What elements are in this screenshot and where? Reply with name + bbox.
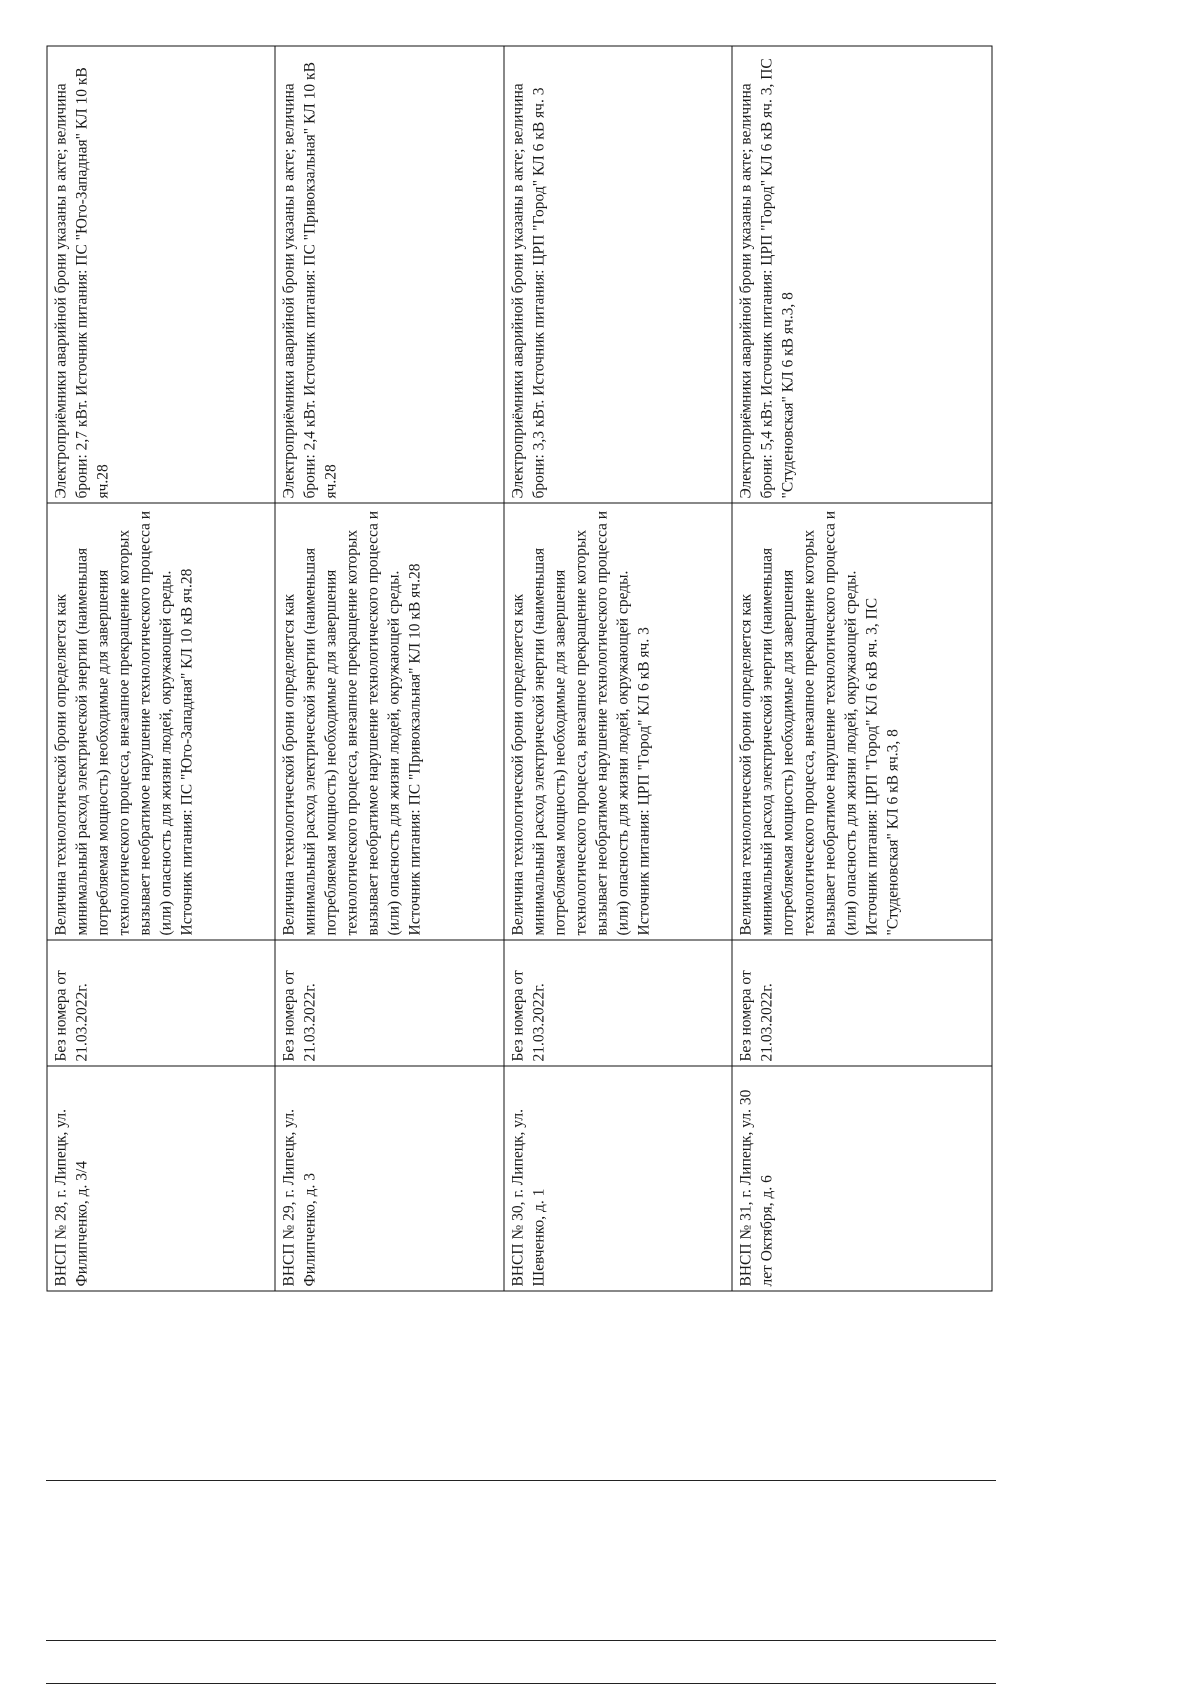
emergency-reserve-cell: Электроприёмники аварийной брони указаны в акте; величина брони: 5,4 кВт. Источник питания: ЦРП "Город" КЛ 6 кВ яч. 3, ПС "Студеновская" КЛ 6 кВ яч.3, 8 [732, 46, 992, 503]
signature-line [46, 1683, 996, 1684]
tech-reserve-cell: Величина технологической брони определяется как минимальный расход электрической энергии (наименьшая потребляемая мощность) необходимые для завершения технологического процесса, внезапное прекращение которых вызывает необратимое нарушение технологического процесса и (или) опасность для жизни людей, окружающей среды. Источник питания: ПС "Привокзальная" КЛ 10 кВ яч.28 [275, 503, 503, 940]
act-cell: Без номера от 21.03.2022г. [503, 940, 731, 1066]
rotated-table-container [46, 46, 992, 1291]
emergency-reserve-cell: Электроприёмники аварийной брони указаны в акте; величина брони: 3,3 кВт. Источник питания: ЦРП "Город" КЛ 6 кВ яч. 3 [503, 46, 731, 503]
signature-line [46, 1480, 996, 1481]
address-cell: ВНСП № 28, г. Липецк, ул. Филипченко, д. 3/4 [47, 1066, 275, 1291]
emergency-reserve-cell: Электроприёмники аварийной брони указаны в акте; величина брони: 2,7 кВт. Источник питания: ПС "Юго-Западная" КЛ 10 кВ яч.28 [47, 46, 275, 503]
table-row [47, 46, 275, 1291]
tech-reserve-cell: Величина технологической брони определяется как минимальный расход электрической энергии (наименьшая потребляемая мощность) необходимые для завершения технологического процесса, внезапное прекращение которых вызывает необратимое нарушение технологического процесса и (или) опасность для жизни людей, окружающей среды. Источник питания: ПС "Юго-Западная" КЛ 10 кВ яч.28 [47, 503, 275, 940]
tech-reserve-cell: Величина технологической брони определяется как минимальный расход электрической энергии (наименьшая потребляемая мощность) необходимые для завершения технологического процесса, внезапное прекращение которых вызывает необратимое нарушение технологического процесса и (или) опасность для жизни людей, окружающей среды. Источник питания: ЦРП "Город" КЛ 6 кВ яч. 3, ПС "Студеновская" КЛ 6 кВ яч.3, 8 [732, 503, 992, 940]
act-cell: Без номера от 21.03.2022г. [47, 940, 275, 1066]
emergency-reserve-cell: Электроприёмники аварийной брони указаны в акте; величина брони: 2,4 кВт. Источник питания: ПС "Привокзальная" КЛ 10 кВ яч.28 [275, 46, 503, 503]
act-cell: Без номера от 21.03.2022г. [732, 940, 992, 1066]
act-cell: Без номера от 21.03.2022г. [275, 940, 503, 1066]
address-cell: ВНСП № 31, г. Липецк, ул. 30 лет Октября, д. 6 [732, 1066, 992, 1291]
tech-reserve-cell: Величина технологической брони определяется как минимальный расход электрической энергии (наименьшая потребляемая мощность) необходимые для завершения технологического процесса, внезапное прекращение которых вызывает необратимое нарушение технологического процесса и (или) опасность для жизни людей, окружающей среды. Источник питания: ЦРП "Город" КЛ 6 кВ яч. 3 [503, 503, 731, 940]
address-cell: ВНСП № 30, г. Липецк, ул. Шевченко, д. 1 [503, 1066, 731, 1291]
table-row [503, 46, 731, 1291]
power-reserve-table [46, 45, 992, 1291]
signature-line [46, 1640, 996, 1641]
table-row [275, 46, 503, 1291]
table-row [732, 46, 992, 1291]
address-cell: ВНСП № 29, г. Липецк, ул. Филипченко, д. 3 [275, 1066, 503, 1291]
